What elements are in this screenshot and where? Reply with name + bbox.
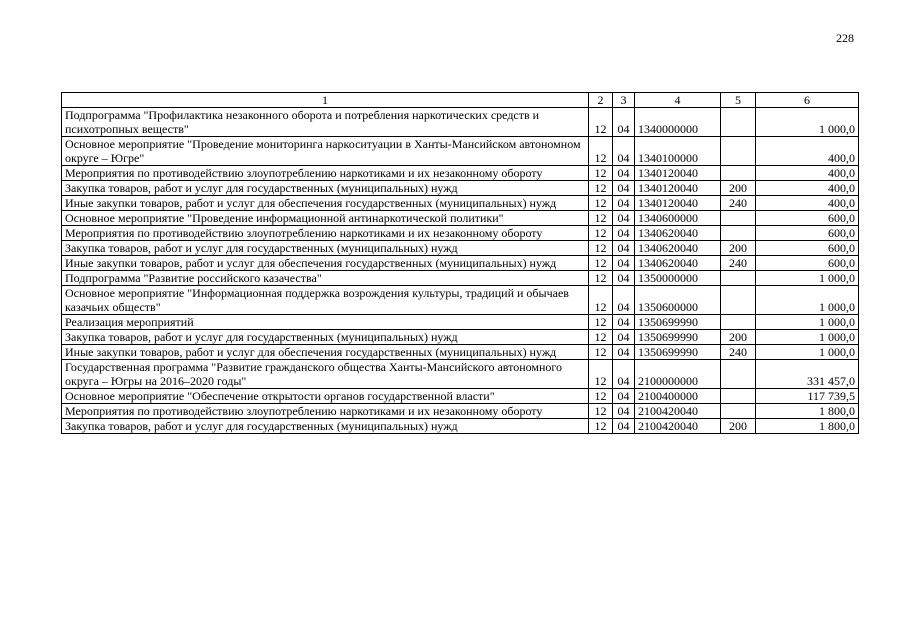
row-name: Основное мероприятие "Информационная поддержка возрождения культуры, традиций и обычаев казачьих обществ" (62, 286, 589, 315)
row-target-code: 1350699990 (635, 345, 721, 360)
row-subsection: 04 (613, 226, 635, 241)
row-subsection: 04 (613, 330, 635, 345)
header-col-2: 2 (589, 93, 613, 108)
row-section: 12 (589, 315, 613, 330)
row-section: 12 (589, 389, 613, 404)
row-target-code: 2100000000 (635, 360, 721, 389)
row-subsection: 04 (613, 315, 635, 330)
page-number: 228 (836, 31, 854, 45)
row-amount: 400,0 (756, 196, 859, 211)
row-name: Мероприятия по противодействию злоупотреблению наркотиками и их незаконному обороту (62, 166, 589, 181)
row-subsection: 04 (613, 271, 635, 286)
table-row (62, 389, 859, 404)
row-amount: 1 000,0 (756, 286, 859, 315)
row-name: Закупка товаров, работ и услуг для государственных (муниципальных) нужд (62, 330, 589, 345)
row-section: 12 (589, 345, 613, 360)
header-col-4: 4 (635, 93, 721, 108)
table-row (62, 271, 859, 286)
row-section: 12 (589, 166, 613, 181)
header-col-1: 1 (62, 93, 589, 108)
row-section: 12 (589, 226, 613, 241)
row-amount: 1 000,0 (756, 345, 859, 360)
row-amount: 1 000,0 (756, 330, 859, 345)
row-expense-type (721, 271, 756, 286)
table-body (62, 108, 859, 434)
row-name: Подпрограмма "Профилактика незаконного оборота и потребления наркотических средств и психотропных веществ" (62, 108, 589, 137)
row-expense-type: 240 (721, 345, 756, 360)
row-target-code: 1340100000 (635, 137, 721, 166)
row-subsection: 04 (613, 166, 635, 181)
row-expense-type (721, 226, 756, 241)
row-target-code: 1340120040 (635, 181, 721, 196)
row-name: Государственная программа "Развитие гражданского общества Ханты-Мансийского автономного округа – Югры на 2016–2020 годы" (62, 360, 589, 389)
table-row (62, 211, 859, 226)
table-row (62, 241, 859, 256)
row-expense-type (721, 108, 756, 137)
row-amount: 400,0 (756, 166, 859, 181)
row-target-code: 2100420040 (635, 404, 721, 419)
row-subsection: 04 (613, 360, 635, 389)
row-name: Мероприятия по противодействию злоупотреблению наркотиками и их незаконному обороту (62, 226, 589, 241)
row-amount: 600,0 (756, 256, 859, 271)
row-section: 12 (589, 196, 613, 211)
row-amount: 1 000,0 (756, 271, 859, 286)
row-name: Основное мероприятие "Обеспечение открытости органов государственной власти" (62, 389, 589, 404)
row-subsection: 04 (613, 196, 635, 211)
row-amount: 1 800,0 (756, 404, 859, 419)
row-section: 12 (589, 256, 613, 271)
row-subsection: 04 (613, 419, 635, 434)
row-section: 12 (589, 108, 613, 137)
table-row (62, 315, 859, 330)
table-row (62, 360, 859, 389)
row-expense-type (721, 286, 756, 315)
header-col-3: 3 (613, 93, 635, 108)
table-row (62, 108, 859, 137)
row-expense-type: 200 (721, 181, 756, 196)
row-subsection: 04 (613, 286, 635, 315)
row-name: Закупка товаров, работ и услуг для государственных (муниципальных) нужд (62, 241, 589, 256)
row-section: 12 (589, 419, 613, 434)
row-amount: 600,0 (756, 226, 859, 241)
header-row (62, 93, 859, 108)
row-name: Основное мероприятие "Проведение мониторинга наркоситуации в Ханты-Мансийском автономном округе – Югре" (62, 137, 589, 166)
row-name: Мероприятия по противодействию злоупотреблению наркотиками и их незаконному обороту (62, 404, 589, 419)
row-name: Реализация мероприятий (62, 315, 589, 330)
row-section: 12 (589, 137, 613, 166)
row-amount: 600,0 (756, 211, 859, 226)
row-expense-type: 240 (721, 256, 756, 271)
row-target-code: 1340600000 (635, 211, 721, 226)
row-section: 12 (589, 330, 613, 345)
row-target-code: 1340620040 (635, 256, 721, 271)
row-subsection: 04 (613, 137, 635, 166)
row-subsection: 04 (613, 181, 635, 196)
row-name: Иные закупки товаров, работ и услуг для обеспечения государственных (муниципальных) нужд (62, 196, 589, 211)
table-row (62, 345, 859, 360)
row-expense-type (721, 389, 756, 404)
header-col-6: 6 (756, 93, 859, 108)
row-target-code: 1340120040 (635, 166, 721, 181)
row-subsection: 04 (613, 241, 635, 256)
row-section: 12 (589, 286, 613, 315)
row-expense-type (721, 137, 756, 166)
row-subsection: 04 (613, 404, 635, 419)
budget-table (61, 92, 859, 434)
row-expense-type (721, 404, 756, 419)
row-target-code: 1350600000 (635, 286, 721, 315)
row-target-code: 2100400000 (635, 389, 721, 404)
table-row (62, 286, 859, 315)
table-row (62, 419, 859, 434)
row-expense-type: 240 (721, 196, 756, 211)
header-col-5: 5 (721, 93, 756, 108)
row-amount: 600,0 (756, 241, 859, 256)
row-name: Закупка товаров, работ и услуг для государственных (муниципальных) нужд (62, 419, 589, 434)
row-name: Иные закупки товаров, работ и услуг для обеспечения государственных (муниципальных) нужд (62, 256, 589, 271)
row-section: 12 (589, 360, 613, 389)
row-target-code: 1350699990 (635, 315, 721, 330)
row-name: Закупка товаров, работ и услуг для государственных (муниципальных) нужд (62, 181, 589, 196)
table-row (62, 226, 859, 241)
row-amount: 400,0 (756, 137, 859, 166)
row-target-code: 1340000000 (635, 108, 721, 137)
row-section: 12 (589, 211, 613, 226)
row-expense-type: 200 (721, 241, 756, 256)
row-amount: 400,0 (756, 181, 859, 196)
row-target-code: 1340620040 (635, 226, 721, 241)
row-section: 12 (589, 181, 613, 196)
row-target-code: 1350699990 (635, 330, 721, 345)
row-amount: 1 800,0 (756, 419, 859, 434)
table-row (62, 196, 859, 211)
row-target-code: 1340120040 (635, 196, 721, 211)
row-name: Основное мероприятие "Проведение информационной антинаркотической политики" (62, 211, 589, 226)
row-expense-type (721, 360, 756, 389)
table-row (62, 166, 859, 181)
row-subsection: 04 (613, 345, 635, 360)
row-subsection: 04 (613, 389, 635, 404)
row-target-code: 1350000000 (635, 271, 721, 286)
row-amount: 1 000,0 (756, 315, 859, 330)
row-target-code: 1340620040 (635, 241, 721, 256)
row-subsection: 04 (613, 211, 635, 226)
row-expense-type: 200 (721, 330, 756, 345)
row-amount: 117 739,5 (756, 389, 859, 404)
table-row (62, 404, 859, 419)
table-row (62, 137, 859, 166)
table-row (62, 181, 859, 196)
row-subsection: 04 (613, 256, 635, 271)
row-section: 12 (589, 241, 613, 256)
row-section: 12 (589, 404, 613, 419)
row-expense-type (721, 211, 756, 226)
row-subsection: 04 (613, 108, 635, 137)
row-expense-type (721, 166, 756, 181)
table-row (62, 256, 859, 271)
row-amount: 1 000,0 (756, 108, 859, 137)
row-name: Иные закупки товаров, работ и услуг для обеспечения государственных (муниципальных) нужд (62, 345, 589, 360)
row-target-code: 2100420040 (635, 419, 721, 434)
row-name: Подпрограмма "Развитие российского казачества" (62, 271, 589, 286)
row-expense-type: 200 (721, 419, 756, 434)
row-amount: 331 457,0 (756, 360, 859, 389)
row-expense-type (721, 315, 756, 330)
table-row (62, 330, 859, 345)
row-section: 12 (589, 271, 613, 286)
